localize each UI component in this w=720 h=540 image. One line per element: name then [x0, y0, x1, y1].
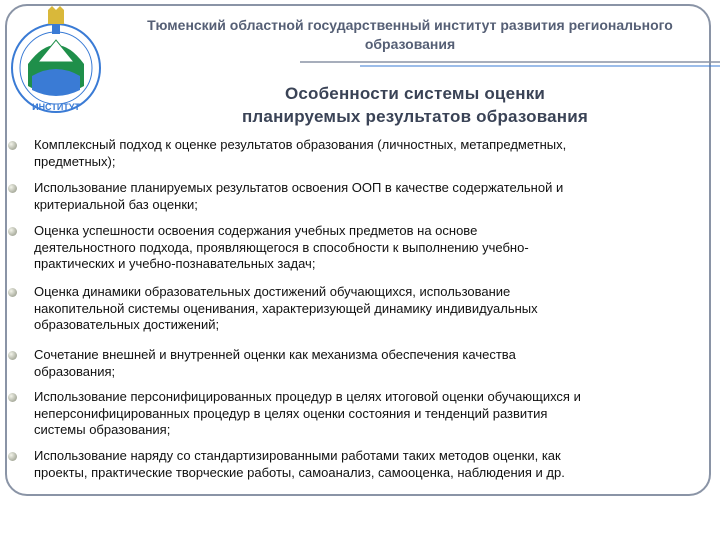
header-title — [110, 16, 710, 54]
slide-title-line1: Особенности системы оценки — [284, 84, 546, 103]
bullet-line: предметных); — [34, 153, 116, 169]
bullet-line: Использование наряду со стандартизированными работами таких методов оценки, как — [34, 448, 561, 463]
header-title-line2: образования — [364, 36, 456, 52]
slide-title-line2: планируемых результатов образования — [241, 107, 589, 126]
bullet-line: образовательных достижений; — [34, 317, 220, 332]
bullet-line: проекты, практические творческие работы, самоанализ, самооценка, наблюдения и др. — [34, 464, 565, 480]
bullet-line: накопительной системы оценивания, характеризующей динамику индивидуальных — [34, 300, 538, 316]
bullet-text — [34, 347, 714, 380]
bullet-text — [34, 223, 714, 273]
bullet-icon — [8, 288, 17, 297]
bullet-text — [34, 284, 714, 334]
institute-logo — [8, 6, 104, 116]
bullet-icon — [8, 227, 17, 236]
bullet-icon — [8, 184, 17, 193]
bullet-icon — [8, 141, 17, 150]
bullet-text — [34, 180, 714, 213]
bullet-line: Комплексный подход к оценке результатов образования (личностных, метапредметных, — [34, 137, 567, 152]
bullet-line: Оценка успешности освоения содержания учебных предметов на основе — [34, 223, 478, 238]
bullet-line: Оценка динамики образовательных достижений обучающихся, использование — [34, 284, 511, 299]
bullet-line: Использование персонифицированных процедур в целях итоговой оценки обучающихся и — [34, 389, 581, 404]
bullet-icon — [8, 393, 17, 402]
bullet-line: критериальной баз оценки; — [34, 196, 198, 212]
slide-title — [195, 82, 635, 128]
bullet-line: неперсонифицированных процедур в целях оценки состояния и тенденций развития — [34, 405, 548, 421]
bullet-text — [34, 448, 714, 481]
bullet-icon — [8, 452, 17, 461]
bullet-line: системы образования; — [34, 422, 171, 437]
bullet-text — [34, 137, 714, 170]
bullet-line: Использование планируемых результатов освоения ООП в качестве содержательной и — [34, 180, 564, 195]
bullet-line: деятельностного подхода, проявляющегося в способности к выполнению учебно- — [34, 239, 529, 255]
header-title-line1: Тюменский областной государственный институт развития регионального — [147, 17, 673, 33]
bullet-line: Сочетание внешней и внутренней оценки как механизма обеспечения качества — [34, 347, 516, 362]
bullet-icon — [8, 351, 17, 360]
bullet-line: практических и учебно-познавательных задач; — [34, 256, 316, 271]
bullet-line: образования; — [34, 363, 116, 379]
header-decorative-lines — [300, 60, 720, 70]
logo-ring-text: ИНСТИТУТ — [32, 102, 80, 112]
bullet-text — [34, 389, 714, 439]
